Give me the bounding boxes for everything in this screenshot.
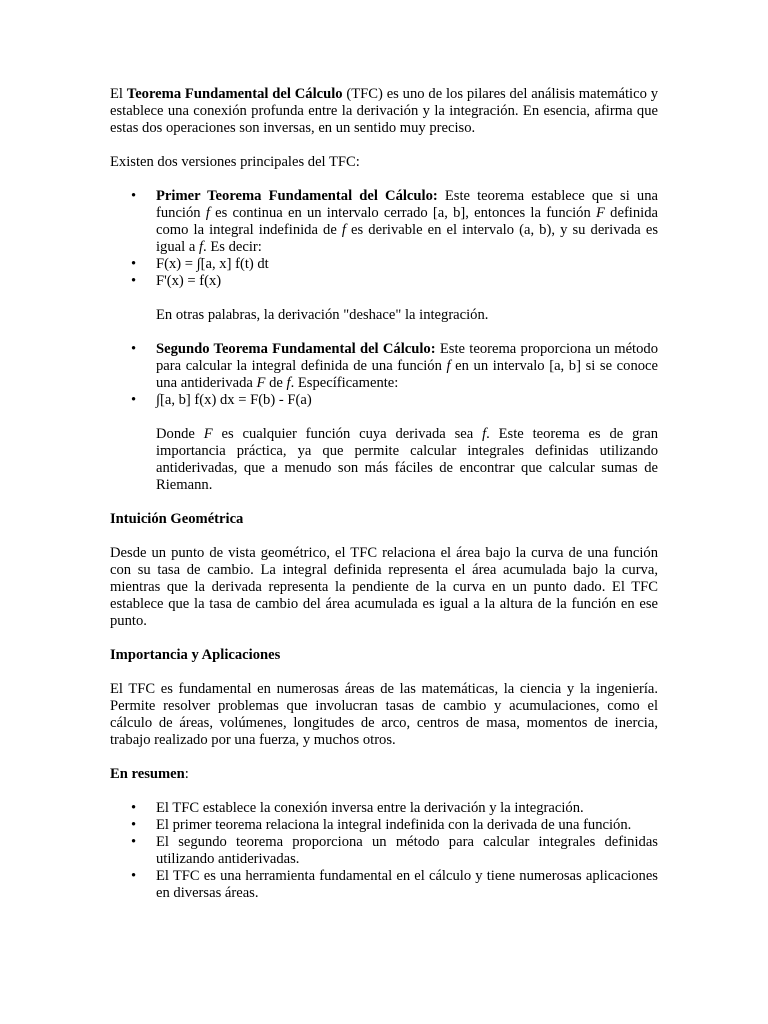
importance-heading: Importancia y Aplicaciones — [110, 647, 281, 663]
summary-list — [110, 800, 658, 902]
summary-item-text: El TFC es una herramienta fundamental en el cálculo y tiene numerosas aplicaciones en diversas áreas. — [156, 868, 658, 901]
first-theorem-text: es derivable en el intervalo (a, b), y su derivada es igual a — [156, 222, 658, 255]
summary-item-text: El segundo teorema proporciona un método para calcular integrales definidas utilizando antiderivadas. — [156, 834, 658, 867]
geometric-paragraph: Desde un punto de vista geométrico, el TFC relaciona el área bajo la curva de una función con su tasa de cambio. La integral definida representa el área acumulada bajo la curva, mientras que la derivada representa la pendiente de la curva en un punto dado. El TFC establece que la tasa de cambio del área acumulada es igual a la altura de la función en ese punto. — [110, 545, 658, 629]
bullet-icon: • — [131, 817, 137, 833]
second-theorem-text: Este teorema proporciona un método para calcular la integral definida de una función — [156, 341, 659, 374]
bullet-icon: • — [131, 341, 137, 357]
intro-paragraph — [110, 86, 658, 137]
second-note-text: es cualquier función cuya derivada sea — [212, 426, 483, 442]
math-symbol: f — [341, 222, 346, 238]
summary-item-text: El primer teorema relaciona la integral indefinida con la derivada de una función. — [156, 817, 632, 833]
math-symbol: F — [256, 375, 266, 391]
second-theorem-item — [110, 341, 658, 392]
second-note-text: . Este teorema es de gran importancia práctica, ya que permite calcular integrales definidas utilizando antiderivadas, que a menudo son más fáciles de encontrar que calcular sumas de Riemann. — [156, 426, 659, 493]
first-theorem-title: Primer Teorema Fundamental del Cálculo: — [156, 188, 438, 204]
intro-text-start: El — [110, 86, 127, 102]
summary-item — [110, 834, 658, 868]
summary-heading-text: En resumen — [110, 766, 185, 782]
summary-item — [110, 800, 658, 817]
bullet-icon: • — [131, 273, 137, 289]
geometric-heading: Intuición Geométrica — [110, 511, 244, 527]
document-body — [110, 86, 658, 902]
math-symbol: F — [596, 205, 605, 221]
math-symbol: f — [205, 205, 210, 221]
second-theorem-note — [110, 426, 658, 494]
formula-item — [110, 256, 658, 273]
first-theorem-note: En otras palabras, la derivación "deshace" la integración. — [156, 307, 489, 323]
intro-theorem-name: Teorema Fundamental del Cálculo — [126, 86, 343, 102]
summary-item — [110, 817, 658, 834]
first-theorem-text: Este teorema establece que si una función — [156, 188, 658, 221]
math-symbol: f — [446, 358, 451, 374]
first-theorem-text: . Es decir: — [203, 239, 262, 255]
math-symbol: F — [203, 426, 213, 442]
intro-text-end: (TFC) es uno de los pilares del análisis matemático y establece una conexión profunda entre la derivación y la integración. En esencia, afirma que estas dos operaciones son inversas, en un sentido muy preciso. — [110, 86, 658, 136]
second-note-text: Donde — [156, 426, 204, 442]
first-theorem-text: definida como la integral indefinida de — [156, 205, 658, 238]
summary-heading-colon: : — [184, 766, 189, 782]
formula-item — [110, 392, 658, 409]
second-theorem-text: . Específicamente: — [290, 375, 399, 391]
formula-definite-integral: ∫[a, b] f(x) dx = F(b) - F(a) — [156, 392, 312, 408]
bullet-icon: • — [131, 868, 137, 884]
formula-derivative: F'(x) = f(x) — [156, 273, 222, 289]
bullet-icon: • — [131, 392, 137, 408]
summary-item — [110, 868, 658, 902]
bullet-icon: • — [131, 256, 137, 272]
first-theorem-list — [110, 188, 658, 290]
math-symbol: f — [286, 375, 291, 391]
second-theorem-text: en un intervalo [a, b] si se conoce una antiderivada — [156, 358, 658, 391]
first-theorem-item — [110, 188, 658, 256]
first-theorem-text: es continua en un intervalo cerrado [a, b], entonces la función — [209, 205, 597, 221]
math-symbol: f — [198, 239, 204, 255]
math-symbol: f — [482, 426, 487, 442]
formula-integral: F(x) = ∫[a, x] f(t) dt — [156, 256, 269, 272]
second-theorem-title: Segundo Teorema Fundamental del Cálculo: — [156, 341, 436, 357]
importance-paragraph: El TFC es fundamental en numerosas áreas de las matemáticas, la ciencia y la ingeniería. Permite resolver problemas que involucran tasas de cambio y acumulaciones, como el cálculo de áreas, volúmenes, longitudes de arco, centros de masa, momentos de inercia, trabajo realizado por una fuerza, y muchos otros. — [110, 681, 658, 748]
versions-intro: Existen dos versiones principales del TFC: — [110, 154, 360, 170]
formula-item — [110, 273, 658, 290]
summary-heading — [110, 766, 658, 783]
bullet-icon: • — [131, 834, 137, 850]
second-theorem-list — [110, 341, 658, 409]
summary-item-text: El TFC establece la conexión inversa entre la derivación y la integración. — [156, 800, 584, 816]
second-theorem-text: de — [265, 375, 287, 391]
bullet-icon: • — [131, 188, 137, 204]
bullet-icon: • — [131, 800, 137, 816]
